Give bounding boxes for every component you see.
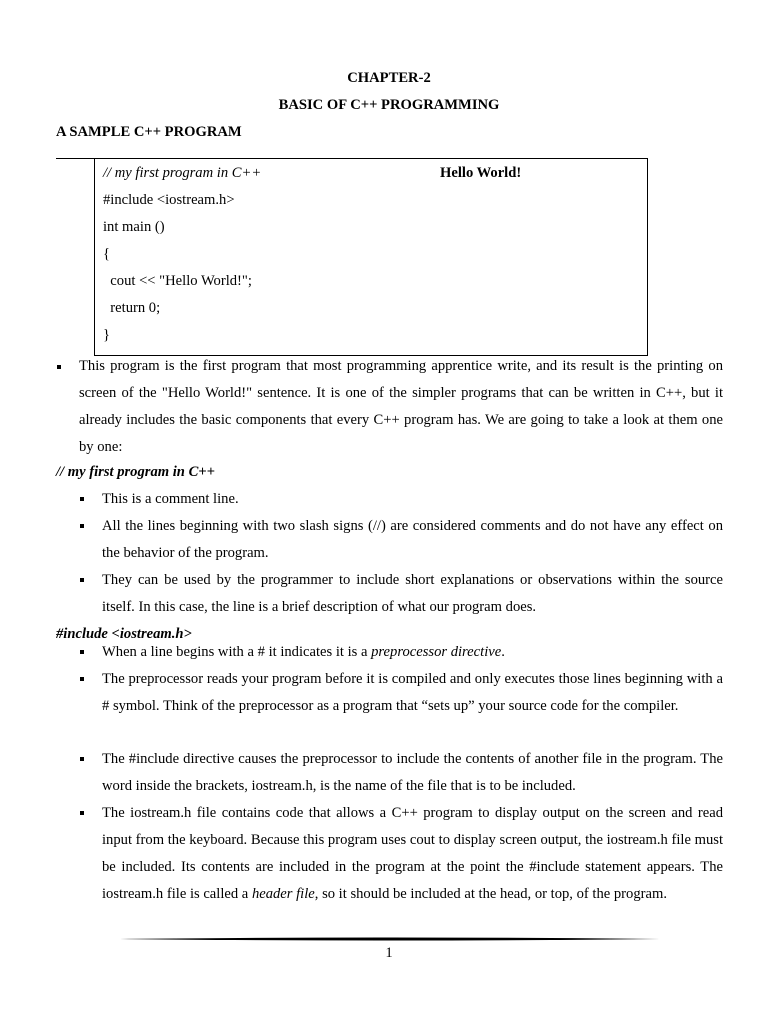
bullet-icon: [80, 757, 84, 761]
list-item: [102, 639, 723, 666]
code-example-box: [94, 158, 648, 356]
bullet-icon: [80, 578, 84, 582]
section-heading: A SAMPLE C++ PROGRAM: [56, 124, 242, 140]
item-text: .: [501, 644, 505, 660]
chapter-title: BASIC OF C++ PROGRAMMING: [278, 97, 500, 113]
page-number: 1: [385, 945, 393, 961]
item-text: The iostream.h file contains code that allows a C++ program to display output on the screen and read input from the keyboard. Because this program uses cout to display screen output, the iostream.h file must be included. Its contents are included in the program at the point the #include statement appears. The iostream.h file is called a: [102, 805, 723, 902]
code-line: }: [103, 327, 111, 343]
code-line: // my first program in C++: [103, 165, 262, 181]
bullet-icon: [57, 365, 61, 369]
list-item: They can be used by the programmer to include short explanations or observations within the source itself. In this case, the line is a brief description of what our program does.: [102, 572, 723, 615]
comment-section-heading: // my first program in C++: [56, 464, 215, 480]
list-item: All the lines beginning with two slash signs (//) are considered comments and do not have any effect on the behavior of the program.: [102, 518, 723, 561]
list-item: [102, 800, 723, 908]
italic-term: preprocessor directive: [371, 644, 502, 660]
bullet-icon: [80, 650, 84, 654]
code-line: return 0;: [103, 300, 161, 316]
list-item: The preprocessor reads your program before it is compiled and only executes those lines beginning with a # symbol. Think of the preprocessor as a program that “sets up” your source code for the compiler.: [102, 671, 723, 714]
bullet-icon: [80, 677, 84, 681]
code-line: {: [103, 246, 111, 262]
intro-paragraph: This program is the first program that most programming apprentice write, and its result is the printing on screen of the "Hello World!" sentence. It is one of the simpler programs that can be written in C++, but it already includes the basic components that every C++ program has. We are going to take a look at them one by one:: [79, 358, 723, 455]
chapter-heading: CHAPTER-2: [347, 70, 431, 86]
list-item: The #include directive causes the preprocessor to include the contents of another file in the program. The word inside the brackets, iostream.h, is the name of the file that is to be included.: [102, 751, 723, 794]
footer-rule: [120, 936, 660, 942]
include-section-heading: #include <iostream.h>: [56, 626, 192, 642]
bullet-icon: [80, 524, 84, 528]
item-text: , so it should be included at the head, or top, of the program.: [314, 886, 667, 902]
bullet-icon: [80, 497, 84, 501]
code-line: cout << "Hello World!";: [103, 273, 252, 289]
code-line: #include <iostream.h>: [103, 192, 235, 208]
top-rule: [56, 158, 94, 159]
list-item: This is a comment line.: [102, 491, 239, 507]
code-line: int main (): [103, 219, 165, 235]
program-output: Hello World!: [440, 165, 522, 181]
italic-term: header file: [251, 886, 315, 902]
bullet-icon: [80, 811, 84, 815]
item-text: When a line begins with a # it indicates it is a: [102, 644, 372, 660]
